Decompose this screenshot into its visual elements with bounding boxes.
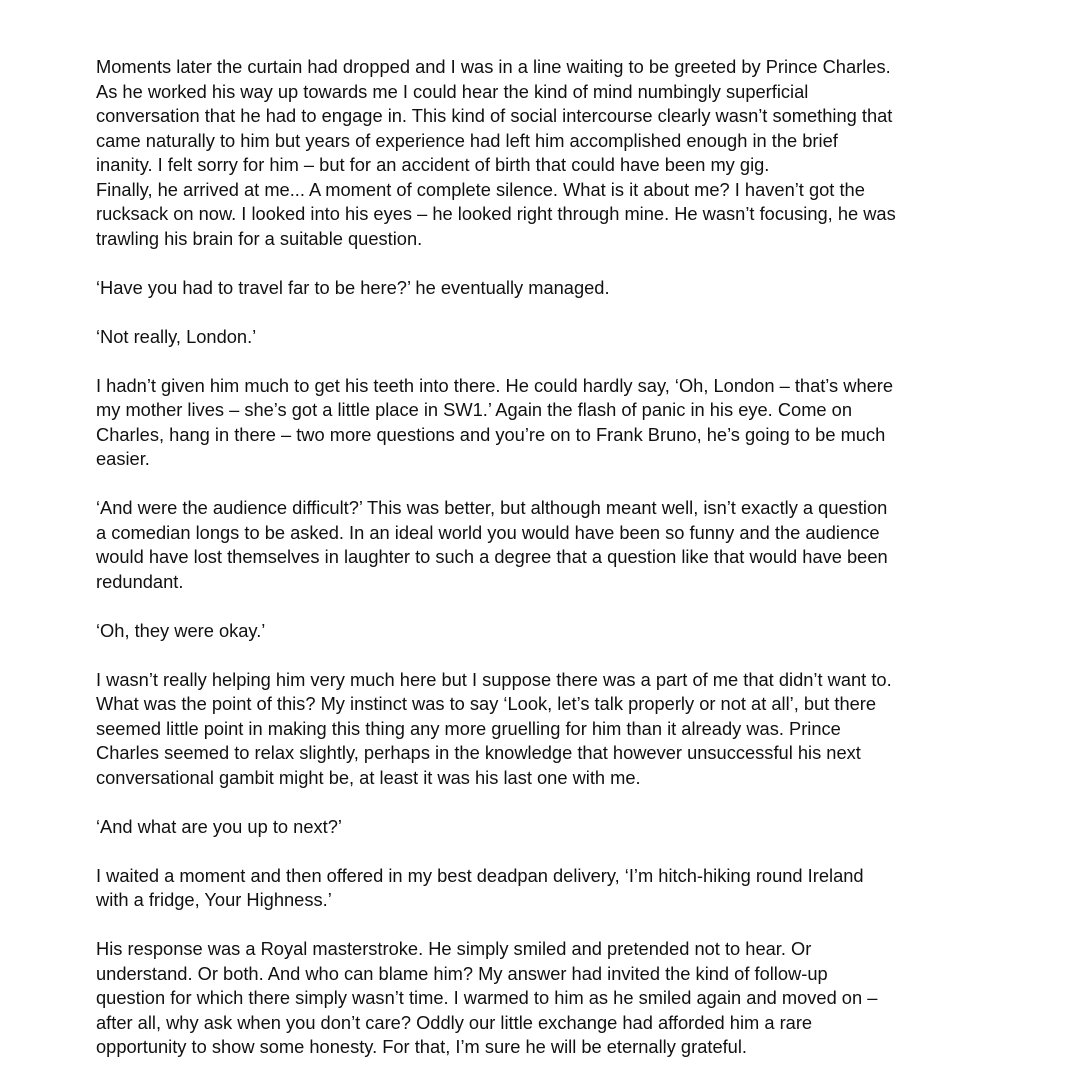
text-line: What was the point of this? My instinct was to say ‘Look, let’s talk properly or not at all’, but there [96, 693, 877, 714]
text-line: understand. Or both. And who can blame him? My answer had invited the kind of follow-up [96, 962, 828, 984]
text-line: ‘And were the audience difficult?’ This was better, but although meant well, isn’t exactly a question [96, 497, 888, 518]
paragraph [96, 496, 1016, 594]
text-line: would have lost themselves in laughter to such a degree that a question like that would have been [96, 546, 888, 567]
text-line: opportunity to show some honesty. For that, I’m sure he will be eternally grateful. [96, 1036, 747, 1057]
text-line: ‘Have you had to travel far to be here?’ he eventually managed. [96, 276, 610, 298]
paragraph [96, 815, 1016, 840]
paragraph [96, 937, 1016, 1060]
text-line: Moments later the curtain had dropped and I was in a line waiting to be greeted by Prince Charles. [96, 56, 891, 77]
text-line: my mother lives – she’s got a little place in SW1.’ Again the flash of panic in his eye. Come on [96, 399, 853, 420]
document-body [96, 55, 1016, 1060]
text-line: question for which there simply wasn’t time. I warmed to him as he smiled again and moved on – [96, 987, 878, 1008]
text-line: easier. [96, 448, 150, 469]
text-line: ‘Oh, they were okay.’ [96, 619, 266, 641]
text-line: Finally, he arrived at me... A moment of complete silence. What is it about me? I haven’t got the [96, 178, 865, 200]
text-line: trawling his brain for a suitable question. [96, 227, 423, 249]
paragraph [96, 374, 1016, 472]
text-line: with a fridge, Your Highness.’ [96, 889, 332, 910]
text-line: I waited a moment and then offered in my best deadpan delivery, ‘I’m hitch-hiking round Ireland [96, 864, 864, 886]
paragraph [96, 325, 1016, 350]
text-line: conversational gambit might be, at least it was his last one with me. [96, 766, 641, 788]
text-line: a comedian longs to be asked. In an ideal world you would have been so funny and the audience [96, 521, 880, 543]
text-line: rucksack on now. I looked into his eyes – he looked right through mine. He wasn’t focusing, he was [96, 203, 896, 224]
paragraph [96, 276, 1016, 301]
text-line: I wasn’t really helping him very much here but I suppose there was a part of me that didn’t want to. [96, 668, 892, 690]
text-line: after all, why ask when you don’t care? Oddly our little exchange had afforded him a rare [96, 1011, 813, 1033]
text-line: ‘And what are you up to next?’ [96, 815, 342, 837]
paragraph [96, 864, 1016, 913]
text-line: His response was a Royal masterstroke. He simply smiled and pretended not to hear. Or [96, 938, 812, 959]
text-line: seemed little point in making this thing any more gruelling for him than it already was. Prince [96, 717, 841, 739]
text-line: ‘Not really, London.’ [96, 325, 257, 347]
text-line: conversation that he had to engage in. This kind of social intercourse clearly wasn’t something that [96, 105, 893, 126]
paragraph [96, 619, 1016, 644]
text-line: As he worked his way up towards me I could hear the kind of mind numbingly superficial [96, 80, 809, 102]
paragraph [96, 668, 1016, 791]
paragraph [96, 55, 1016, 251]
text-line: came naturally to him but years of experience had left him accomplished enough in the brief [96, 129, 838, 151]
text-line: redundant. [96, 570, 184, 592]
text-line: I hadn’t given him much to get his teeth into there. He could hardly say, ‘Oh, London – that’s where [96, 374, 894, 396]
text-line: Charles seemed to relax slightly, perhaps in the knowledge that however unsuccessful his next [96, 742, 861, 763]
text-line: Charles, hang in there – two more questions and you’re on to Frank Bruno, he’s going to be much [96, 423, 886, 445]
text-line: inanity. I felt sorry for him – but for an accident of birth that could have been my gig. [96, 154, 770, 175]
